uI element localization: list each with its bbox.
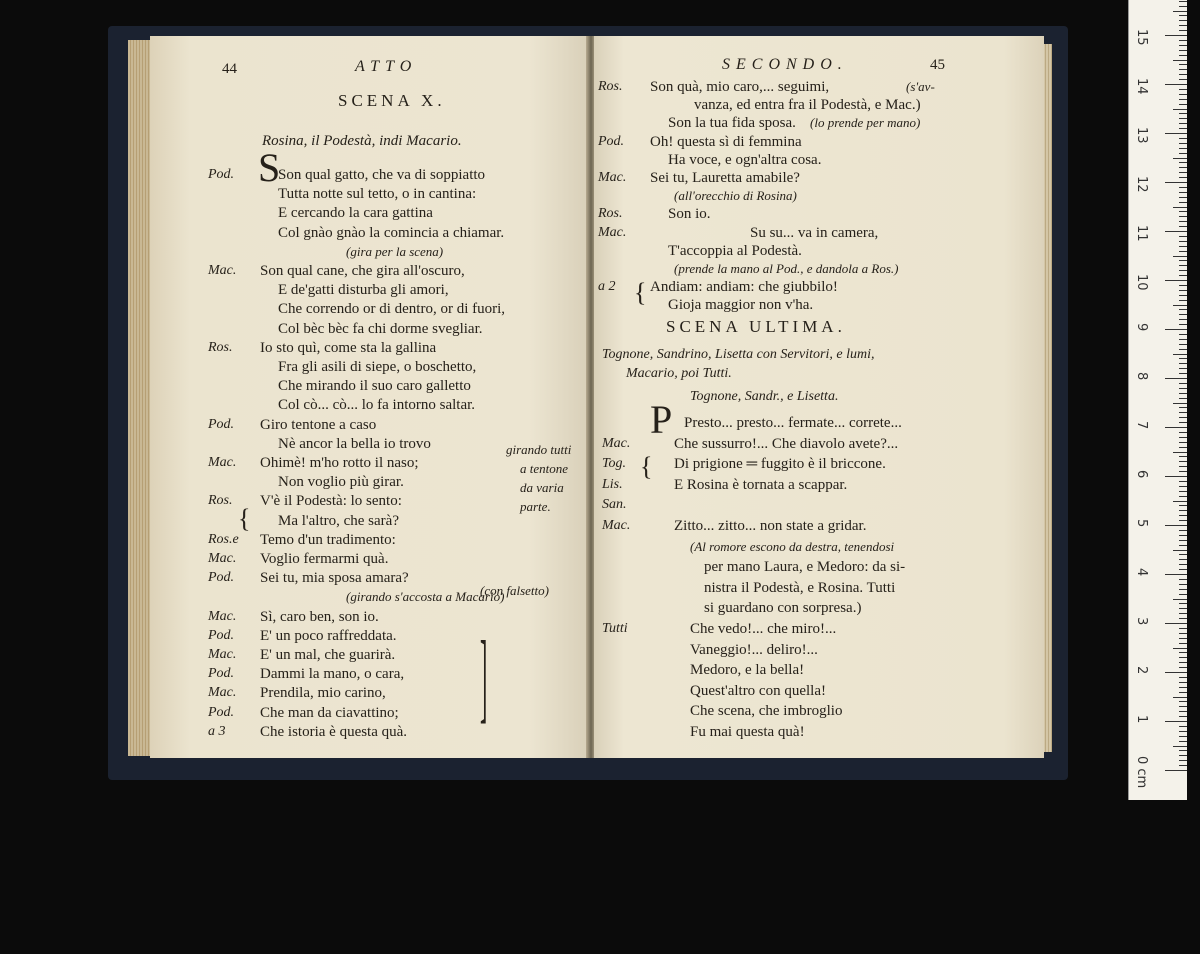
- right-page: [594, 36, 1044, 758]
- verse-line: si guardano con sorpresa.): [704, 600, 862, 617]
- ruler-tick: [1179, 466, 1187, 467]
- ruler-tick: [1179, 30, 1187, 31]
- ruler-number: 3: [1134, 617, 1149, 626]
- ruler-tick: [1179, 344, 1187, 345]
- ruler-tick: [1179, 162, 1187, 163]
- ruler-tick: [1179, 554, 1187, 555]
- ruler-tick: [1179, 643, 1187, 644]
- ruler-tick: [1179, 633, 1187, 634]
- running-header: ATTO: [355, 58, 418, 75]
- page-number: 45: [930, 57, 945, 73]
- ruler-tick: [1173, 109, 1187, 110]
- stage-direction-avanza: (s'av-: [906, 79, 935, 94]
- ruler-tick: [1179, 197, 1187, 198]
- ruler-number: 13: [1134, 127, 1149, 144]
- ruler-tick: [1173, 599, 1187, 600]
- ruler-tick: [1173, 550, 1187, 551]
- scene-cast: Macario, poi Tutti.: [626, 366, 732, 381]
- ruler-tick: [1179, 584, 1187, 585]
- ruler-tick: [1179, 358, 1187, 359]
- ruler-tick: [1173, 158, 1187, 159]
- verse-line: E Rosina è tornata a scappar.: [674, 476, 848, 493]
- drop-cap: S: [258, 145, 281, 190]
- speaker-label: Pod.: [208, 704, 235, 720]
- ruler-tick: [1179, 383, 1187, 384]
- ruler-tick: [1179, 339, 1187, 340]
- verse-line: Gioja maggior non v'ha.: [668, 297, 814, 314]
- ruler-tick: [1179, 20, 1187, 21]
- speaker-label: Ros.: [598, 79, 623, 94]
- ruler-tick: [1179, 750, 1187, 751]
- verse-line: Che correndo or di dentro, or di fuori,: [278, 301, 506, 318]
- verse-line: Andiam: andiam: che giubbilo!: [650, 279, 838, 296]
- speaker-label: Tog.: [602, 456, 627, 472]
- verse-line: Che istoria è questa quà.: [260, 723, 408, 740]
- ruler-tick: [1179, 40, 1187, 41]
- ruler-tick: [1173, 746, 1187, 747]
- ruler-tick: [1179, 456, 1187, 457]
- stage-direction-line: girando tutti: [506, 442, 572, 457]
- brace-icon: {: [238, 504, 251, 533]
- ruler-tick: [1179, 442, 1187, 443]
- ruler-tick: [1179, 368, 1187, 369]
- ruler-tick: [1179, 128, 1187, 129]
- ruler-tick: [1179, 94, 1187, 95]
- ruler-tick: [1179, 667, 1187, 668]
- ruler-tick: [1179, 324, 1187, 325]
- ruler-tick: [1179, 726, 1187, 727]
- verse-line: Voglio fermarmi quà.: [260, 551, 389, 567]
- verse-line: Fra gli asili di siepe, o boschetto,: [278, 359, 477, 375]
- stage-direction-line: da varia: [520, 480, 564, 495]
- scene-cast: Tognone, Sandr., e Lisetta.: [690, 389, 839, 404]
- ruler-tick: [1179, 579, 1187, 580]
- verse-line: Son quà, mio caro,... seguimi,: [650, 79, 830, 95]
- verse-line: Ma l'altro, che sarà?: [278, 512, 399, 529]
- speaker-label: Mac.: [208, 608, 237, 624]
- verse-line: Son qual cane, che gira all'oscuro,: [260, 263, 465, 279]
- ruler-tick: [1179, 172, 1187, 173]
- ruler-tick: [1179, 486, 1187, 487]
- drop-cap: P: [650, 397, 673, 442]
- verse-line: per mano Laura, e Medoro: da si-: [704, 559, 906, 576]
- ruler-tick: [1179, 275, 1187, 276]
- ruler-tick: [1173, 11, 1187, 12]
- verse-line: Quest'altro con quella!: [690, 682, 826, 699]
- ruler-tick: [1179, 594, 1187, 595]
- stage-direction: (prende la mano al Pod., e dandola a Ros.): [674, 261, 899, 276]
- ruler-tick: [1165, 770, 1187, 771]
- ruler-tick: [1179, 603, 1187, 604]
- ruler-tick: [1179, 559, 1187, 560]
- verse-line: Son la tua fida sposa.: [668, 115, 796, 132]
- ruler-tick: [1179, 202, 1187, 203]
- ruler-tick: [1179, 398, 1187, 399]
- speaker-label: Pod.: [208, 666, 235, 682]
- ruler-tick: [1173, 60, 1187, 61]
- speaker-label: Mac.: [208, 455, 237, 470]
- ruler-number: 1: [1134, 715, 1149, 724]
- ruler-tick: [1179, 535, 1187, 536]
- ruler-tick: [1179, 260, 1187, 261]
- ruler-tick: [1179, 496, 1187, 497]
- speaker-label: Mac.: [602, 435, 631, 451]
- verse-line: Son qual gatto, che va di soppiatto: [278, 167, 486, 183]
- verse-line: E cercando la cara gattina: [278, 205, 433, 222]
- ruler-tick: [1179, 265, 1187, 266]
- stage-direction-line: a tentone: [520, 461, 569, 476]
- speaker-label: Ros.: [598, 206, 623, 222]
- ruler-tick: [1179, 74, 1187, 75]
- scene-title: SCENA ULTIMA.: [666, 317, 846, 336]
- ruler-tick: [1179, 1, 1187, 2]
- speaker-label: Mac.: [598, 224, 627, 240]
- ruler-tick: [1179, 25, 1187, 26]
- ruler-number: 4: [1134, 568, 1149, 577]
- ruler-tick: [1179, 662, 1187, 663]
- stage-direction-girando: [506, 440, 571, 516]
- verse-line: Che sussurro!... Che diavolo avete?...: [674, 435, 899, 452]
- ruler-tick: [1179, 515, 1187, 516]
- ruler-tick: [1179, 192, 1187, 193]
- verse-line: nistra il Podestà, e Rosina. Tutti: [704, 579, 896, 596]
- speaker-label: Mac.: [598, 170, 627, 185]
- verse-line: Temo d'un tradimento:: [260, 531, 396, 548]
- ruler-tick: [1179, 741, 1187, 742]
- ruler-tick: [1165, 329, 1187, 330]
- ruler-tick: [1179, 437, 1187, 438]
- ruler-tick: [1179, 221, 1187, 222]
- ruler-tick: [1179, 505, 1187, 506]
- ruler-tick: [1179, 167, 1187, 168]
- ruler-tick: [1179, 618, 1187, 619]
- ruler-tick: [1179, 285, 1187, 286]
- speaker-label: San.: [602, 497, 627, 513]
- page-number: 44: [222, 61, 237, 77]
- speaker-label: Pod.: [208, 570, 235, 586]
- ruler-tick: [1179, 270, 1187, 271]
- speaker-label: Ros.: [208, 339, 233, 355]
- ruler-tick: [1179, 123, 1187, 124]
- stage-direction-prende: (lo prende per mano): [810, 115, 921, 130]
- ruler-tick: [1179, 300, 1187, 301]
- verse-line: Che vedo!... che miro!...: [690, 621, 837, 637]
- ruler-tick: [1179, 461, 1187, 462]
- ruler-tick: [1179, 393, 1187, 394]
- stage-direction: (Al romore escono da destra, tenendosi: [690, 538, 895, 554]
- ruler-tick: [1179, 50, 1187, 51]
- ruler-tick: [1179, 363, 1187, 364]
- ruler-tick: [1179, 613, 1187, 614]
- scene-cast: Tognone, Sandrino, Lisetta con Servitori, e lumi,: [602, 347, 875, 362]
- ruler-tick: [1179, 432, 1187, 433]
- ruler-tick: [1179, 569, 1187, 570]
- verse-line: Fu mai questa quà!: [690, 724, 805, 740]
- ruler-tick: [1165, 476, 1187, 477]
- verse-line: Oh! questa sì di femmina: [650, 133, 802, 150]
- speaker-label: Pod.: [208, 416, 235, 432]
- ruler-tick: [1165, 623, 1187, 624]
- ruler-tick: [1173, 452, 1187, 453]
- ruler-tick: [1179, 422, 1187, 423]
- verse-line: Di prigione ═ fuggito è il briccone.: [674, 456, 886, 473]
- ruler-tick: [1179, 314, 1187, 315]
- verse-line: Presto... presto... fermate... correte...: [684, 415, 902, 431]
- verse-line: Son io.: [668, 206, 711, 223]
- speaker-label: Ros.e: [208, 531, 239, 547]
- ruler-tick: [1165, 525, 1187, 526]
- ruler-number: 10: [1134, 274, 1149, 291]
- ruler-tick: [1165, 35, 1187, 36]
- ruler-tick: [1179, 45, 1187, 46]
- ruler-tick: [1179, 760, 1187, 761]
- verse-line: Vaneggio!... deliro!...: [690, 641, 818, 658]
- ruler-tick: [1179, 373, 1187, 374]
- verse-line: Sei tu, Lauretta amabile?: [650, 170, 800, 186]
- verse-line: Ha voce, e ogn'altra cosa.: [668, 151, 822, 168]
- speaker-label: Mac.: [602, 518, 631, 533]
- ruler-tick: [1179, 349, 1187, 350]
- ruler-number: 14: [1134, 78, 1149, 95]
- speaker-label: Pod.: [598, 133, 625, 149]
- ruler-tick: [1179, 251, 1187, 252]
- verse-line: Su su... va in camera,: [750, 224, 879, 241]
- ruler-tick: [1173, 403, 1187, 404]
- ruler-tick: [1179, 211, 1187, 212]
- ruler-number: 9: [1134, 323, 1149, 332]
- ruler-tick: [1179, 241, 1187, 242]
- ruler-tick: [1165, 574, 1187, 575]
- ruler-number: 12: [1134, 176, 1149, 193]
- ruler-tick: [1179, 491, 1187, 492]
- verse-line: Io sto quì, come sta la gallina: [260, 339, 437, 356]
- ruler-tick: [1179, 319, 1187, 320]
- ruler-tick: [1173, 305, 1187, 306]
- stage-direction-line: parte.: [520, 499, 551, 514]
- verse-line: Nè ancor la bella io trovo: [278, 435, 431, 452]
- page-edges-left: [128, 40, 152, 756]
- ruler-tick: [1179, 388, 1187, 389]
- ruler-number: 8: [1134, 372, 1149, 381]
- speaker-label: a 2: [598, 279, 616, 295]
- verse-line: Tutta notte sul tetto, o in cantina:: [278, 186, 477, 203]
- verse-line: Col bèc bèc fa chi dorme svegliar.: [278, 320, 483, 337]
- ruler-tick: [1179, 657, 1187, 658]
- ruler-tick: [1179, 104, 1187, 105]
- ruler-tick: [1179, 692, 1187, 693]
- verse-line: Che mirando il suo caro galletto: [278, 378, 471, 395]
- speaker-label: Mac.: [208, 647, 237, 662]
- ruler-tick: [1179, 564, 1187, 565]
- ruler-unit-label: 0 cm: [1134, 756, 1149, 789]
- speaker-label: Lis.: [602, 476, 623, 492]
- ruler-tick: [1179, 99, 1187, 100]
- ruler-tick: [1179, 334, 1187, 335]
- ruler-tick: [1165, 427, 1187, 428]
- verse-line: vanza, ed entra fra il Podestà, e Mac.): [694, 97, 921, 114]
- ruler-tick: [1165, 378, 1187, 379]
- ruler-tick: [1179, 295, 1187, 296]
- ruler-tick: [1165, 721, 1187, 722]
- ruler-tick: [1179, 69, 1187, 70]
- verse-line: Col cò... cò... lo fa intorno saltar.: [278, 397, 476, 414]
- ruler-tick: [1173, 648, 1187, 649]
- ruler-tick: [1173, 207, 1187, 208]
- verse-line: Dammi la mano, o cara,: [260, 666, 405, 683]
- verse-line: T'accoppia al Podestà.: [668, 242, 802, 259]
- ruler-tick: [1179, 701, 1187, 702]
- ruler-tick: [1179, 706, 1187, 707]
- speaker-label: Mac.: [208, 263, 237, 278]
- left-page: [150, 36, 590, 758]
- verse-line: Giro tentone a caso: [260, 416, 377, 433]
- bracket-right: ]: [480, 618, 488, 734]
- verse-line: Che man da ciavattino;: [260, 704, 399, 721]
- ruler-tick: [1179, 143, 1187, 144]
- speaker-label: Tutti: [602, 621, 628, 636]
- brace-icon: {: [640, 452, 653, 481]
- ruler-tick: [1179, 628, 1187, 629]
- speaker-label: Pod.: [208, 167, 235, 182]
- stage-direction-falsetto: (con falsetto): [480, 583, 549, 598]
- ruler-tick: [1179, 677, 1187, 678]
- ruler-tick: [1179, 138, 1187, 139]
- running-header: SECONDO.: [722, 56, 848, 73]
- ruler-tick: [1173, 256, 1187, 257]
- speaker-label: a 3: [208, 723, 226, 739]
- ruler-tick: [1179, 15, 1187, 16]
- ruler-tick: [1179, 736, 1187, 737]
- ruler-tick: [1179, 755, 1187, 756]
- ruler-tick: [1179, 545, 1187, 546]
- ruler-tick: [1173, 354, 1187, 355]
- ruler-tick: [1179, 716, 1187, 717]
- verse-line: Sei tu, mia sposa amara?: [260, 570, 409, 587]
- ruler-tick: [1179, 55, 1187, 56]
- ruler-tick: [1179, 481, 1187, 482]
- ruler-tick: [1179, 510, 1187, 511]
- ruler-number: 11: [1134, 225, 1149, 242]
- ruler-tick: [1179, 520, 1187, 521]
- stage-direction: (gira per la scena): [346, 243, 444, 259]
- ruler-tick: [1173, 501, 1187, 502]
- speaker-label: Ros.: [208, 493, 233, 509]
- ruler-tick: [1179, 246, 1187, 247]
- ruler-tick: [1165, 231, 1187, 232]
- speaker-label: Mac.: [208, 551, 237, 566]
- verse-line: Non voglio più girar.: [278, 474, 404, 491]
- ruler-tick: [1179, 236, 1187, 237]
- verse-line: E' un poco raffreddata.: [260, 627, 397, 644]
- verse-line: Che scena, che imbroglio: [690, 703, 843, 720]
- ruler-number: 2: [1134, 666, 1149, 675]
- ruler-tick: [1179, 177, 1187, 178]
- scene-title: SCENA X.: [338, 91, 446, 110]
- ruler-tick: [1179, 412, 1187, 413]
- ruler-tick: [1165, 280, 1187, 281]
- ruler-tick: [1179, 652, 1187, 653]
- brace-icon: {: [634, 278, 647, 307]
- ruler-tick: [1165, 672, 1187, 673]
- ruler-tick: [1179, 6, 1187, 7]
- ruler-tick: [1179, 79, 1187, 80]
- verse-line: E' un mal, che guarirà.: [260, 647, 396, 663]
- ruler-tick: [1179, 682, 1187, 683]
- verse-line: Prendila, mio carino,: [260, 685, 386, 702]
- verse-line: E de'gatti disturba gli amori,: [278, 282, 449, 299]
- speaker-label: Pod.: [208, 627, 235, 643]
- ruler-tick: [1179, 608, 1187, 609]
- ruler-tick: [1179, 711, 1187, 712]
- ruler-tick: [1179, 309, 1187, 310]
- ruler-tick: [1179, 187, 1187, 188]
- ruler-tick: [1179, 113, 1187, 114]
- ruler-number: 7: [1134, 421, 1149, 430]
- stage-direction: (all'orecchio di Rosina): [674, 188, 797, 204]
- verse-line: Ohimè! m'ho rotto il naso;: [260, 455, 419, 471]
- ruler-tick: [1165, 84, 1187, 85]
- ruler-tick: [1179, 153, 1187, 154]
- ruler-tick: [1179, 530, 1187, 531]
- speaker-label: Mac.: [208, 685, 237, 701]
- ruler-tick: [1179, 148, 1187, 149]
- ruler-tick: [1179, 118, 1187, 119]
- ruler-number: 15: [1134, 29, 1149, 46]
- ruler-tick: [1179, 687, 1187, 688]
- verse-line: Col gnào gnào la comincia a chiamar.: [278, 224, 505, 241]
- verse-line: V'è il Podestà: lo sento:: [260, 493, 402, 510]
- ruler-tick: [1179, 290, 1187, 291]
- ruler-tick: [1165, 182, 1187, 183]
- ruler-tick: [1179, 638, 1187, 639]
- ruler-number: 5: [1134, 519, 1149, 528]
- ruler-tick: [1179, 731, 1187, 732]
- ruler-tick: [1179, 226, 1187, 227]
- ruler-tick: [1179, 447, 1187, 448]
- verse-line: Medoro, e la bella!: [690, 662, 805, 679]
- scene-cast: Rosina, il Podestà, indi Macario.: [262, 133, 462, 149]
- stage-direction: (girando s'accosta a Macario): [346, 589, 505, 605]
- ruler-tick: [1179, 471, 1187, 472]
- ruler-number: 6: [1134, 470, 1149, 479]
- ruler-tick: [1179, 417, 1187, 418]
- ruler-tick: [1179, 540, 1187, 541]
- ruler-tick: [1179, 216, 1187, 217]
- verse-line: Sì, caro ben, son io.: [260, 608, 379, 625]
- ruler-tick: [1165, 133, 1187, 134]
- measuring-ruler: [1128, 0, 1187, 800]
- ruler-tick: [1179, 589, 1187, 590]
- ruler-tick: [1179, 64, 1187, 65]
- ruler-tick: [1179, 407, 1187, 408]
- ruler-tick: [1179, 89, 1187, 90]
- ruler-tick: [1173, 697, 1187, 698]
- verse-line: Zitto... zitto... non state a gridar.: [674, 518, 867, 534]
- ruler-tick: [1179, 765, 1187, 766]
